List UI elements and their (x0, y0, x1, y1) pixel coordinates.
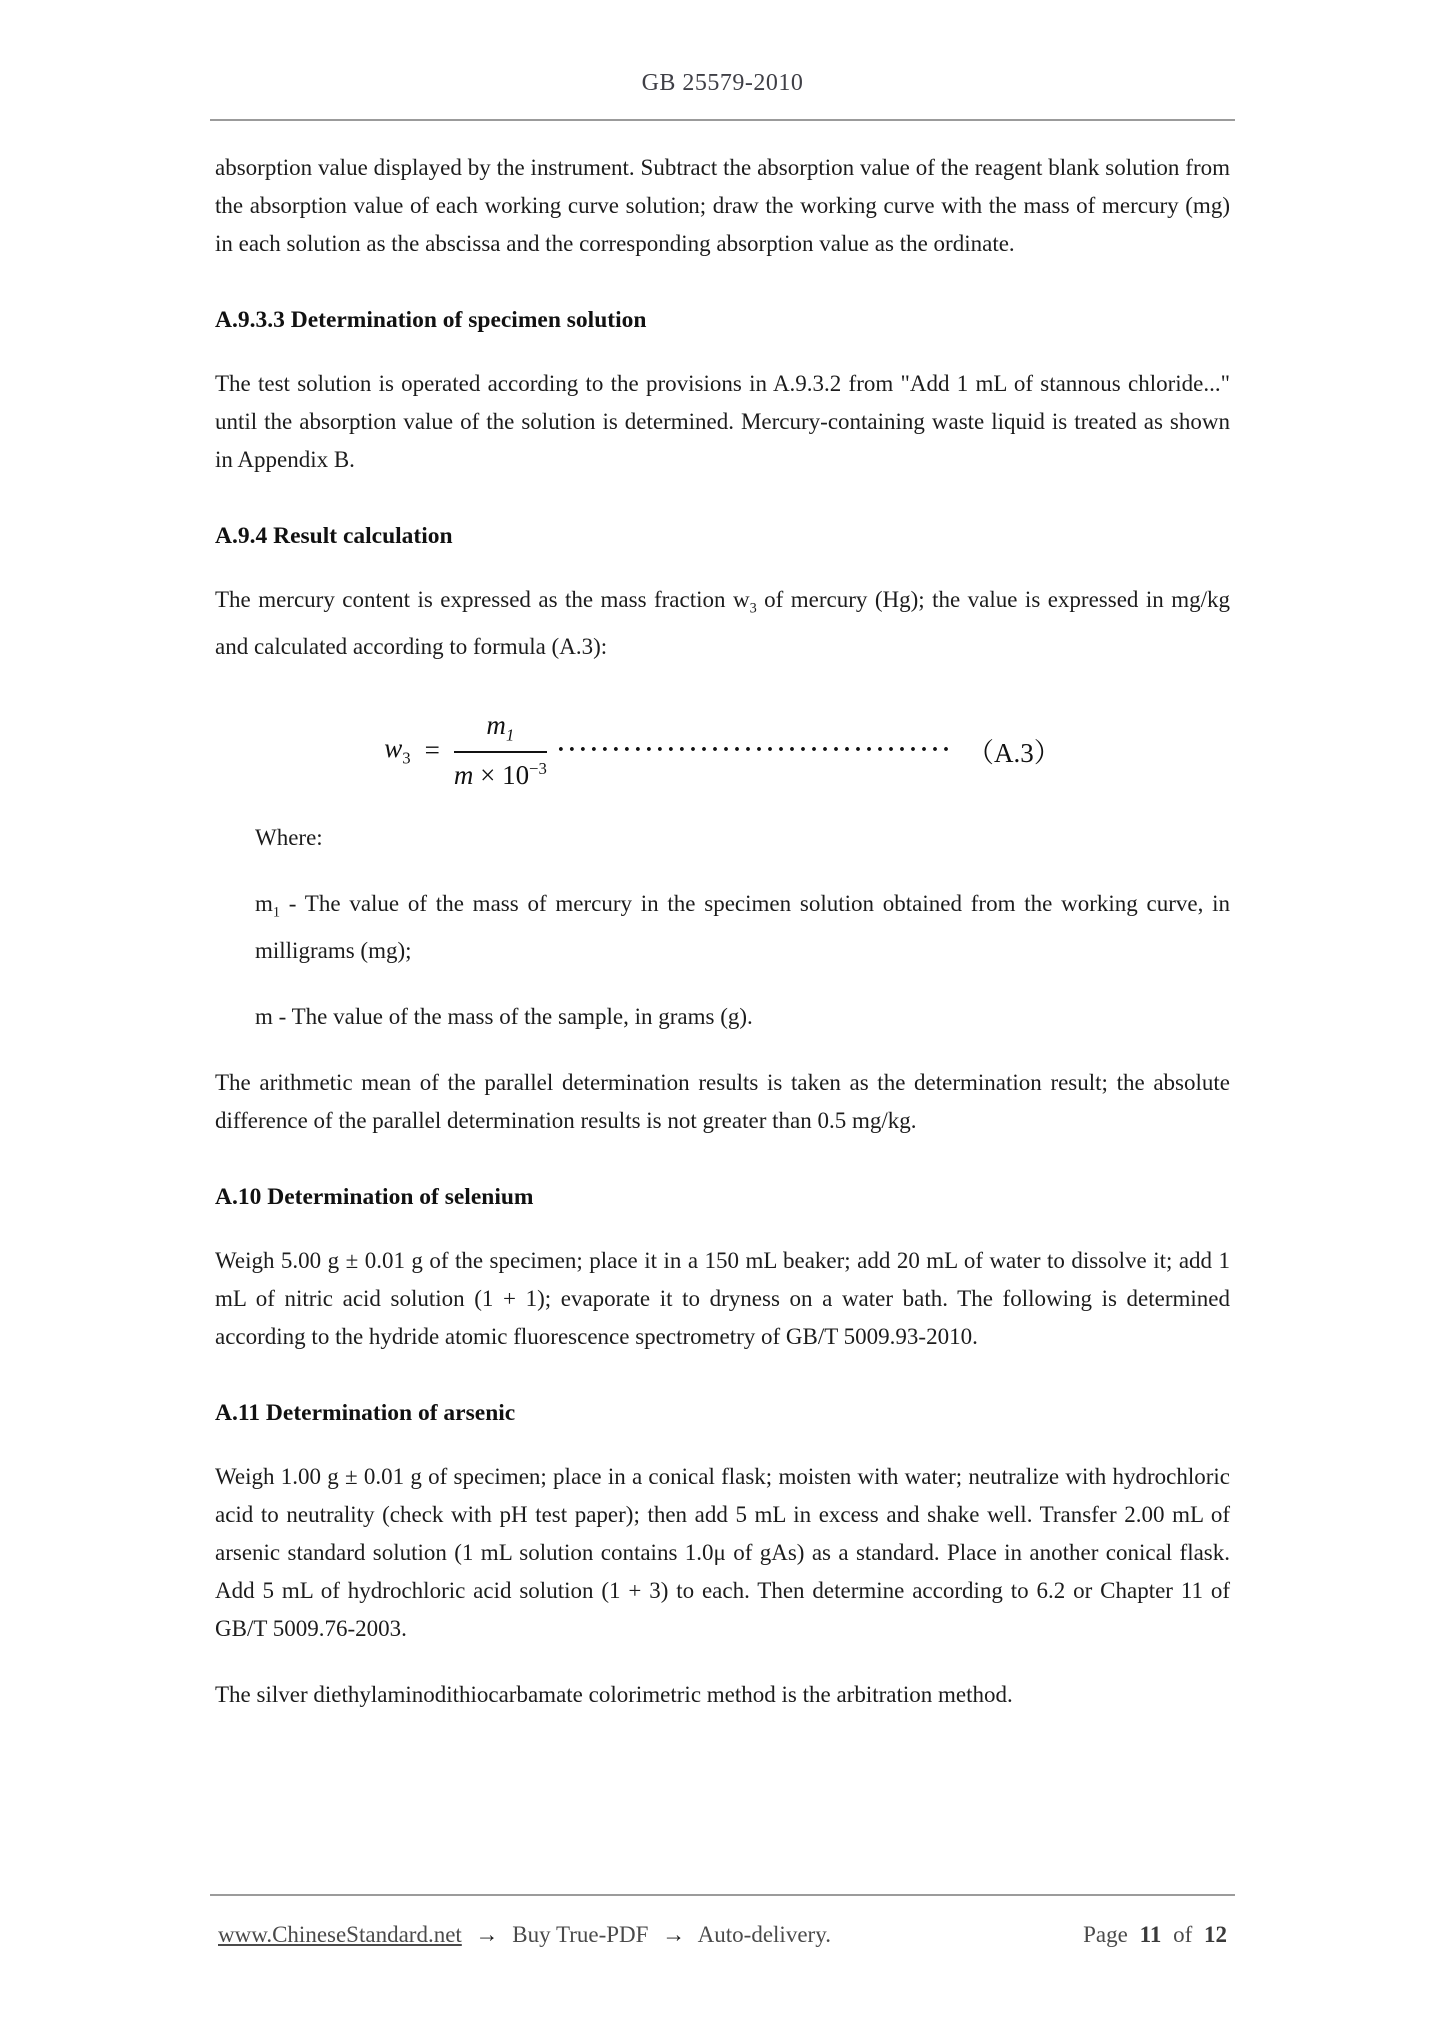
formula-dot-leader: ···································· (556, 736, 954, 763)
page-footer (0, 1894, 1445, 2044)
formula-fraction (454, 710, 547, 791)
where-label: Where: (255, 824, 323, 850)
w3-subscript: 3 (749, 600, 757, 617)
heading-a933: A.9.3.3 Determination of specimen solution (215, 307, 647, 333)
heading-a11: A.11 Determination of arsenic (215, 1399, 516, 1426)
footer-delivery-text: Auto-delivery. (697, 1922, 831, 1947)
paragraph-a933: The test solution is operated according to the provisions in A.9.3.2 from "Add 1 mL of stannous chloride..." until the absorption value of the solution is determined. Mercury-containing waste liquid is treated as shown in Appendix B. (215, 371, 1230, 472)
formula-lhs: $w_3$ (384, 732, 411, 767)
page-header (0, 0, 1445, 97)
heading-a94: A.9.4 Result calculation (215, 523, 453, 549)
paragraph-a11: Weigh 1.00 g ± 0.01 g of specimen; place in a conical flask; moisten with water; neutralize with hydrochloric acid to neutrality (check with pH test paper); then add 5 mL in excess and shake well. Transfer 2.00 mL of arsenic standard solution (1 mL solution contains 1.0μ of gAs) as a standard. Place in another conical flask. Add 5 mL of hydrochloric acid solution (1 + 3) to each. Then determine according to 6.2 or Chapter 11 of GB/T 5009.76-2003. (215, 1463, 1230, 1641)
footer-content (218, 1922, 1227, 1948)
paragraph-a94 (215, 581, 1230, 666)
formula-a3 (215, 710, 1230, 791)
document-number: GB 25579-2010 (641, 70, 804, 96)
paragraph-intro: absorption value displayed by the instrument. Subtract the absorption value of the reagent blank solution from the absorption value of each working curve solution; draw the working curve with the mass of mercury (mg) in each solution as the abscissa and the corresponding absorption value as the ordinate. (215, 155, 1230, 256)
footer-buy-text: Buy True-PDF (512, 1922, 649, 1947)
document-body (215, 149, 1230, 1714)
page-label: Page (1083, 1922, 1128, 1947)
paragraph-a10: Weigh 5.00 g ± 0.01 g of the specimen; place it in a 150 mL beaker; add 20 mL of water to dissolve it; add 1 mL of nitric acid solution (1 + 1); evaporate it to dryness on a water bath. The following is determined according to the hydride atomic fluorescence spectrometry of GB/T 5009.93-2010. (215, 1247, 1230, 1349)
paragraph-a94-post: of mercury (Hg); the value is expressed in mg/kg and calculated according to formula (A.3): (215, 587, 1230, 659)
m1-subscript: 1 (272, 904, 281, 921)
equals-sign: = (424, 734, 440, 765)
footer-divider (210, 1894, 1235, 1896)
total-page-number: 12 (1204, 1922, 1227, 1947)
paragraph-a94-pre: The mercury content is expressed as the mass fraction w (215, 587, 750, 612)
definition-m: m - The value of the mass of the sample, in grams (g). (255, 1003, 753, 1029)
fraction-numerator: $m_1$ (454, 710, 547, 753)
current-page-number: 11 (1139, 1922, 1162, 1947)
arrow-right-icon: → (662, 1922, 686, 1947)
footer-left (218, 1922, 831, 1948)
arrow-right-icon: → (475, 1922, 499, 1947)
footer-website-link[interactable]: www.ChineseStandard.net (218, 1922, 462, 1947)
fraction-denominator: $m \times 10^{-3}$ (453, 758, 547, 790)
paragraph-mean: The arithmetic mean of the parallel determination results is taken as the determination result; the absolute difference of the parallel determination results is not greater than 0.5 mg/kg. (215, 1069, 1230, 1133)
header-divider (210, 119, 1235, 121)
paragraph-arbitration: The silver diethylaminodithiocarbamate colorimetric method is the arbitration method. (215, 1681, 1013, 1707)
of-label: of (1173, 1922, 1193, 1947)
page-number-indicator (1083, 1922, 1227, 1948)
heading-a10: A.10 Determination of selenium (215, 1183, 534, 1210)
definition-m1: $m_1$ - The value of the mass of mercury in the specimen solution obtained from the working curve, in milligrams (mg); (255, 890, 1230, 963)
formula-label: （A.3） (967, 737, 1061, 768)
